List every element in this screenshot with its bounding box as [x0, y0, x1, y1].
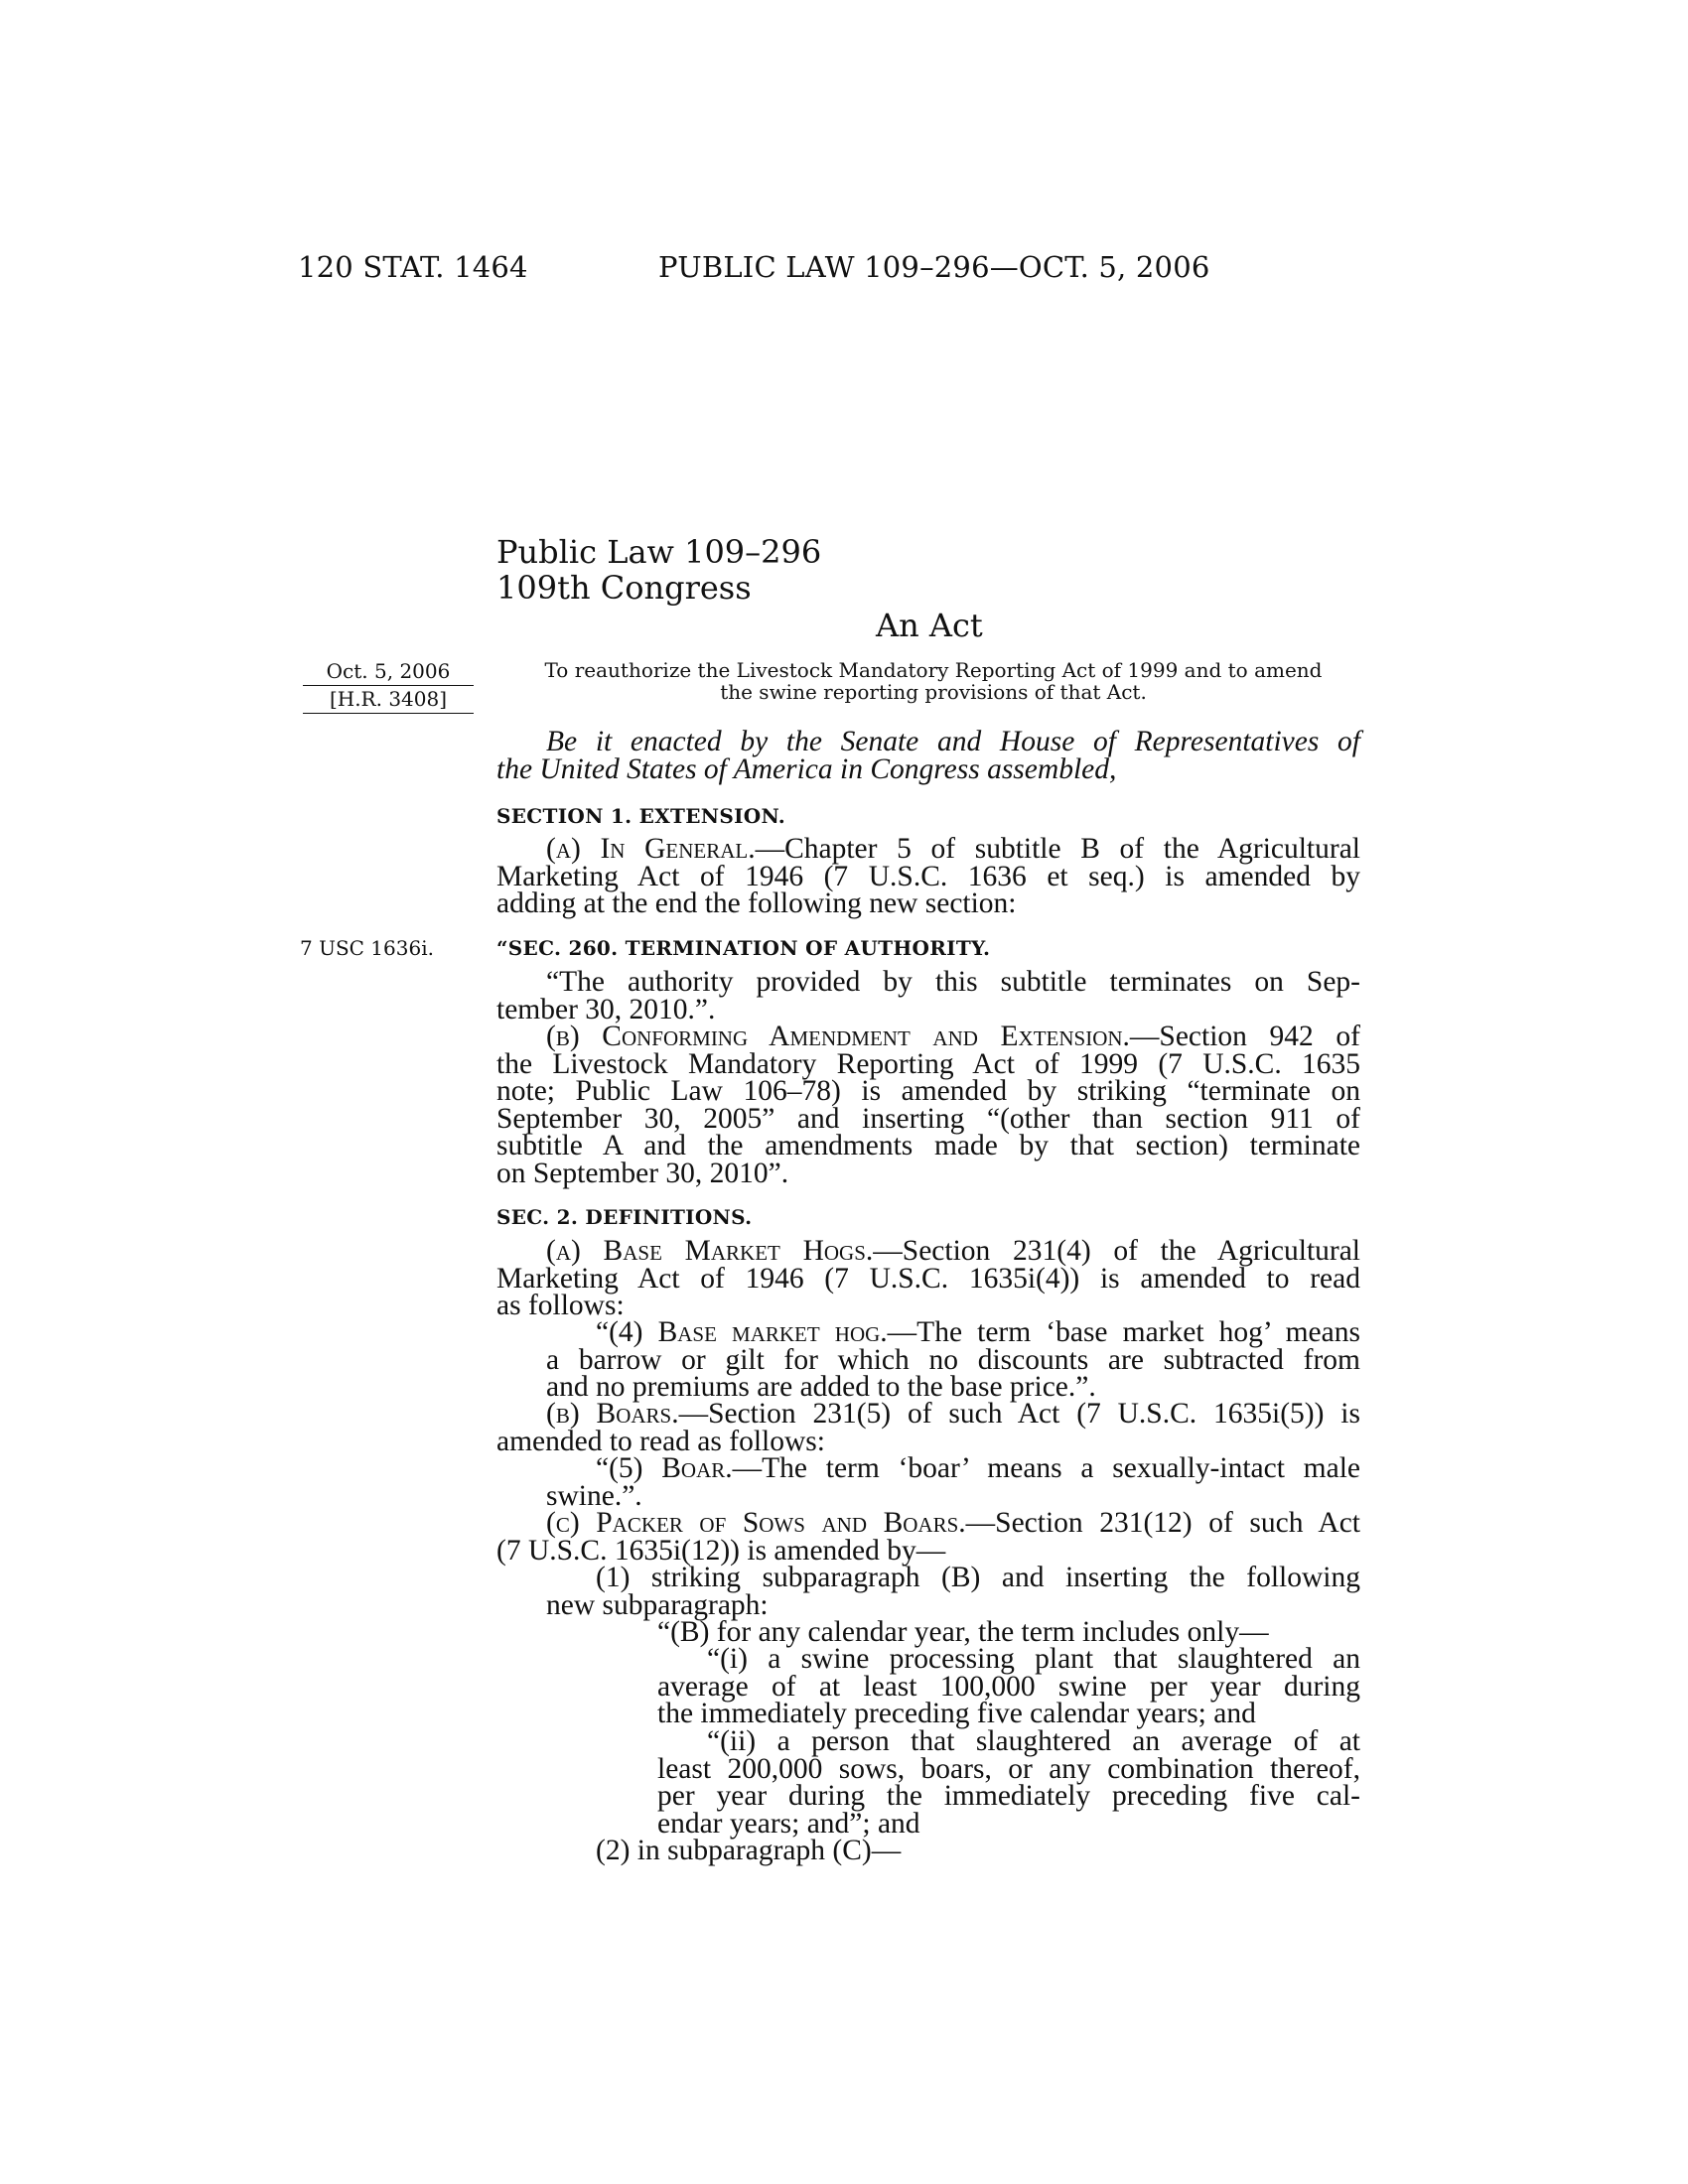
section-260-heading: “SEC. 260. TERMINATION OF AUTHORITY.: [496, 936, 991, 960]
text-run: —The term ‘boar’ means a sexually-intact male: [732, 1452, 1360, 1484]
section-2-subsection-c: [496, 1507, 1360, 1567]
text-line: [546, 1316, 1360, 1348]
text-line: tember 30, 2010.”.: [496, 993, 716, 1025]
paragraph-caption: “(4) Base market hog.: [596, 1316, 888, 1348]
text-line: “(ii) a person that slaughtered an average of at: [707, 1725, 1360, 1757]
text-line: on September 30, 2010”.: [496, 1157, 789, 1189]
long-title: [536, 659, 1331, 703]
text-run: —The term ‘base market hog’ means: [887, 1316, 1360, 1348]
text-line: the immediately preceding five calendar years; and: [657, 1698, 1256, 1729]
subsection-caption: (b) Conforming Amendment and Extension.: [546, 1021, 1130, 1052]
paragraph-2: [596, 1835, 1360, 1866]
text-line: [496, 833, 1360, 865]
text-run: —Section 231(4) of the Agricultural: [873, 1235, 1361, 1267]
section-1-subsection-b: [496, 1021, 1360, 1189]
clause-ii: [657, 1725, 1360, 1840]
stat-page-number: 120 STAT. 1464: [298, 250, 528, 284]
text-line: per year during the immediately preceding five cal-: [657, 1780, 1360, 1812]
margin-rule: [303, 685, 474, 686]
text-line: [546, 1452, 1360, 1484]
enacting-clause-line: Be it enacted by the Senate and House of Representatives of: [546, 726, 1360, 757]
paragraph-1: [546, 1562, 1360, 1621]
text-line: (1) striking subparagraph (B) and inserting the following: [596, 1562, 1360, 1593]
section-260-text: [496, 966, 1360, 1025]
clause-i: [657, 1643, 1360, 1729]
text-line: and no premiums are added to the base price.”.: [546, 1371, 1096, 1403]
public-law-number: Public Law 109–296: [496, 533, 822, 571]
text-line: “The authority provided by this subtitle terminates on Sep-: [546, 966, 1360, 998]
an-act-heading: An Act: [876, 607, 983, 644]
margin-usc-note: 7 USC 1636i.: [300, 936, 434, 960]
subsection-caption: (c) Packer of Sows and Boars.: [546, 1507, 966, 1539]
boar-definition: [546, 1452, 1360, 1512]
long-title-line: the swine reporting provisions of that Act.: [720, 680, 1147, 704]
text-line: adding at the end the following new section:: [496, 887, 1017, 919]
text-line: subtitle A and the amendments made by that section) terminate: [496, 1130, 1360, 1161]
margin-date: Oct. 5, 2006: [326, 659, 451, 683]
text-line: note; Public Law 106–78) is amended by striking “terminate on: [496, 1075, 1360, 1107]
subsection-caption: (a) Base Market Hogs.: [546, 1235, 874, 1267]
text-run: —Section 942 of: [1129, 1021, 1360, 1052]
text-line: least 200,000 sows, boars, or any combination thereof,: [657, 1752, 1360, 1785]
section-2-heading: SEC. 2. DEFINITIONS.: [496, 1205, 753, 1229]
text-line: as follows:: [496, 1290, 625, 1321]
text-line: a barrow or gilt for which no discounts are subtracted from: [546, 1343, 1360, 1376]
text-line: “(B) for any calendar year, the term includes only—: [657, 1616, 1269, 1648]
section-1-heading: SECTION 1. EXTENSION.: [496, 804, 786, 828]
text-line: the Livestock Mandatory Reporting Act of 1999 (7 U.S.C. 1635: [496, 1047, 1360, 1080]
text-line: [496, 1021, 1360, 1052]
subsection-caption: (b) Boars.: [546, 1398, 679, 1430]
text-line: swine.”.: [546, 1479, 642, 1512]
text-line: Marketing Act of 1946 (7 U.S.C. 1635i(4)) is amended to read: [496, 1262, 1360, 1295]
enacting-clause-line: the United States of America in Congress assembled,: [496, 752, 1117, 785]
text-run: —Section 231(5) of such Act (7 U.S.C. 1635i(5)) is: [678, 1398, 1360, 1430]
section-2-subsection-b: [496, 1398, 1360, 1457]
text-line: amended to read as follows:: [496, 1425, 825, 1457]
margin-bill-number: [H.R. 3408]: [329, 687, 448, 711]
long-title-line: To reauthorize the Livestock Mandatory Reporting Act of 1999 and to amend: [544, 658, 1323, 682]
section-2-subsection-a: [496, 1235, 1361, 1321]
text-line: [496, 1398, 1360, 1430]
text-line: new subparagraph:: [546, 1588, 769, 1621]
subsection-caption: (a) In General.: [546, 833, 756, 865]
text-line: September 30, 2005” and inserting “(other than section 911 of: [496, 1102, 1360, 1135]
text-run: —Chapter 5 of subtitle B of the Agricultural: [755, 833, 1360, 865]
text-line: [496, 1507, 1360, 1539]
margin-rule: [303, 713, 474, 714]
running-header: PUBLIC LAW 109–296—OCT. 5, 2006: [658, 250, 1210, 284]
text-line: “(i) a swine processing plant that slaughtered an: [707, 1643, 1360, 1675]
text-line: endar years; and”; and: [657, 1807, 920, 1840]
paragraph-caption: “(5) Boar.: [596, 1452, 733, 1484]
section-1-subsection-a: [496, 833, 1360, 919]
text-line: [496, 1235, 1361, 1267]
text-line: (2) in subparagraph (C)—: [596, 1835, 902, 1866]
text-line: average of at least 100,000 swine per year during: [657, 1670, 1360, 1703]
text-line: Marketing Act of 1946 (7 U.S.C. 1636 et seq.) is amended by: [496, 860, 1360, 892]
enacting-clause: [496, 726, 1360, 785]
text-run: —Section 231(12) of such Act: [965, 1507, 1360, 1539]
congress-number: 109th Congress: [496, 569, 752, 607]
base-market-hog-definition: [546, 1316, 1360, 1403]
text-line: (7 U.S.C. 1635i(12)) is amended by—: [496, 1534, 946, 1567]
